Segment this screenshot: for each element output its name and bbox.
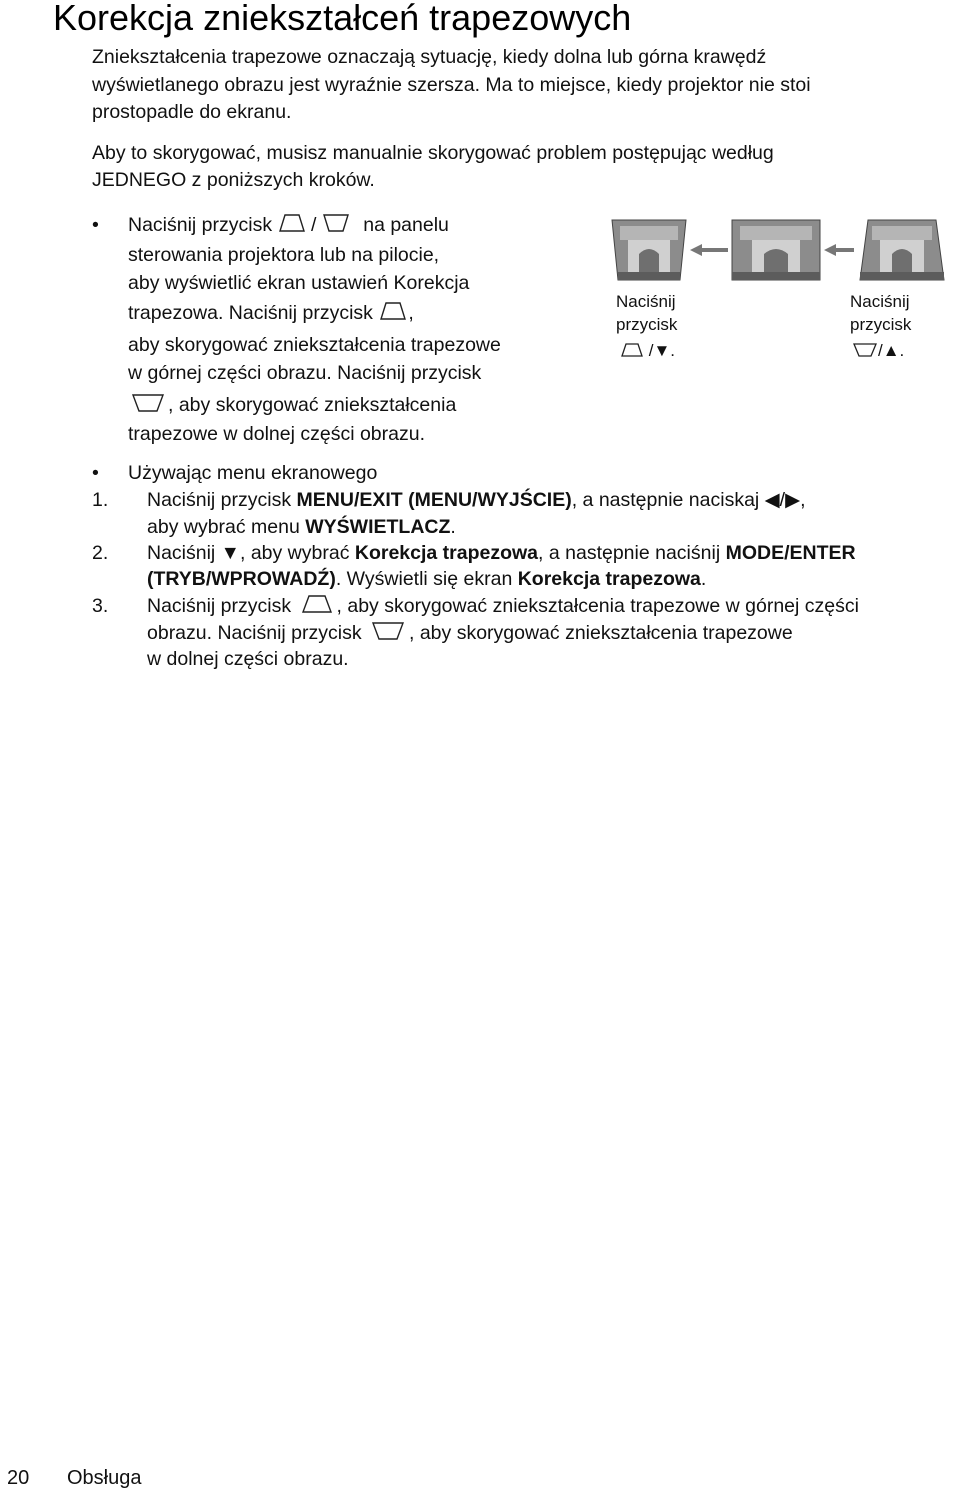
bullet1-text: trapezowa. Naciśnij przycisk xyxy=(128,302,373,324)
keystone-up-icon xyxy=(297,593,337,615)
step-text: Naciśnij ▼, aby wybrać xyxy=(147,542,355,564)
step-text: , a następnie naciśnij xyxy=(538,542,726,564)
section-name: Obsługa xyxy=(67,1467,142,1489)
bullet1-line-5: aby skorygować zniekształcenia trapezowe xyxy=(128,334,501,356)
step-text: Naciśnij przycisk xyxy=(147,595,292,617)
keystone-down-icon xyxy=(852,341,878,359)
step-key: Korekcja trapezowa xyxy=(354,542,539,564)
keystone-down-icon xyxy=(128,392,168,414)
step-key: (TRYB/WPROWADŹ) xyxy=(147,568,336,590)
keystone-up-icon xyxy=(620,341,644,359)
arrow-left-icon xyxy=(824,244,854,256)
bullet1-text: , xyxy=(408,302,414,324)
step-number: 3. xyxy=(92,595,109,617)
step-text: . Wyświetli się ekran xyxy=(335,568,518,590)
step-text: , a następnie naciskaj ◀/▶, xyxy=(571,489,806,511)
intro-line-2: wyświetlanego obrazu jest wyraźnie szersza. Ma to miejsce, kiedy projektor nie stoi xyxy=(92,74,811,96)
keystone-up-icon xyxy=(378,300,408,322)
bullet1-line-2: sterowania projektora lub na pilocie, xyxy=(128,244,440,266)
keystone-picture-center xyxy=(732,220,820,280)
keystone-pictures xyxy=(606,216,946,286)
keystone-diagram xyxy=(606,216,946,376)
step2-line-1 xyxy=(147,540,856,566)
page-number: 20 xyxy=(7,1467,30,1489)
step-text: , aby skorygować zniekształcenia trapezowe w górnej części xyxy=(336,595,859,617)
step2-line-2 xyxy=(147,566,706,592)
intro-line-4: Aby to skorygować, musisz manualnie skorygować problem postępując według xyxy=(92,142,774,164)
step-key: MENU/EXIT (MENU/WYJŚCIE) xyxy=(296,489,572,511)
step-text: Naciśnij przycisk xyxy=(147,489,297,511)
step3-line-1 xyxy=(147,593,859,619)
step-text: aby wybrać menu xyxy=(147,516,306,538)
bullet1-line-8: trapezowe w dolnej części obrazu. xyxy=(128,423,425,445)
step-text: . xyxy=(700,568,707,590)
bullet2-text: Używając menu ekranowego xyxy=(128,462,378,484)
bullet-dot: • xyxy=(92,462,99,484)
step-key: Korekcja trapezowa xyxy=(517,568,701,590)
bullet1-line-7 xyxy=(128,392,456,418)
keystone-down-icon xyxy=(367,620,409,642)
keystone-up-icon xyxy=(278,212,306,234)
step3-line-3: w dolnej części obrazu. xyxy=(147,648,349,670)
step-key: WYŚWIETLACZ xyxy=(305,516,451,538)
bullet1-line-3: aby wyświetlić ekran ustawień Korekcja xyxy=(128,272,470,294)
step-key: MODE/ENTER xyxy=(725,542,856,564)
step-text: . xyxy=(450,516,456,538)
bullet1-text: , aby skorygować zniekształcenia xyxy=(168,394,457,416)
page-title: Korekcja zniekształceń trapezowych xyxy=(53,0,632,38)
intro-line-3: prostopadle do ekranu. xyxy=(92,101,292,123)
caption-right-keys: /▲. xyxy=(878,341,905,360)
bullet1-line-1 xyxy=(128,212,449,238)
intro-line-5: JEDNEGO z poniższych kroków. xyxy=(92,169,375,191)
keystone-down-icon xyxy=(322,212,350,234)
caption-right-line-1: Naciśnij xyxy=(850,292,910,311)
bullet-dot: • xyxy=(92,214,99,236)
step-number: 2. xyxy=(92,542,109,564)
intro-line-1: Zniekształcenia trapezowe oznaczają sytuację, kiedy dolna lub górna krawędź xyxy=(92,46,767,68)
step-number: 1. xyxy=(92,489,109,511)
caption-left-line-1: Naciśnij xyxy=(616,292,676,311)
arrow-left-icon xyxy=(690,244,728,256)
keystone-picture-right xyxy=(860,220,944,280)
caption-left-line-3 xyxy=(620,339,675,362)
bullet1-line-6: w górnej części obrazu. Naciśnij przycisk xyxy=(128,362,482,384)
caption-left-keys: /▼. xyxy=(648,341,676,360)
caption-right-line-3 xyxy=(852,339,904,362)
keystone-picture-left xyxy=(612,220,686,280)
step3-line-2 xyxy=(147,620,793,646)
bullet1-text: na panelu xyxy=(363,214,449,236)
step1-line-1 xyxy=(147,487,806,513)
caption-left-line-2: przycisk xyxy=(616,315,678,334)
caption-right-line-2: przycisk xyxy=(850,315,912,334)
bullet1-text: Naciśnij przycisk xyxy=(128,214,273,236)
step-text: obrazu. Naciśnij przycisk xyxy=(147,622,362,644)
bullet1-line-4 xyxy=(128,300,414,326)
bullet1-sep: / xyxy=(310,214,317,236)
step-text: , aby skorygować zniekształcenia trapezowe xyxy=(409,622,793,644)
step1-line-2 xyxy=(147,514,456,540)
